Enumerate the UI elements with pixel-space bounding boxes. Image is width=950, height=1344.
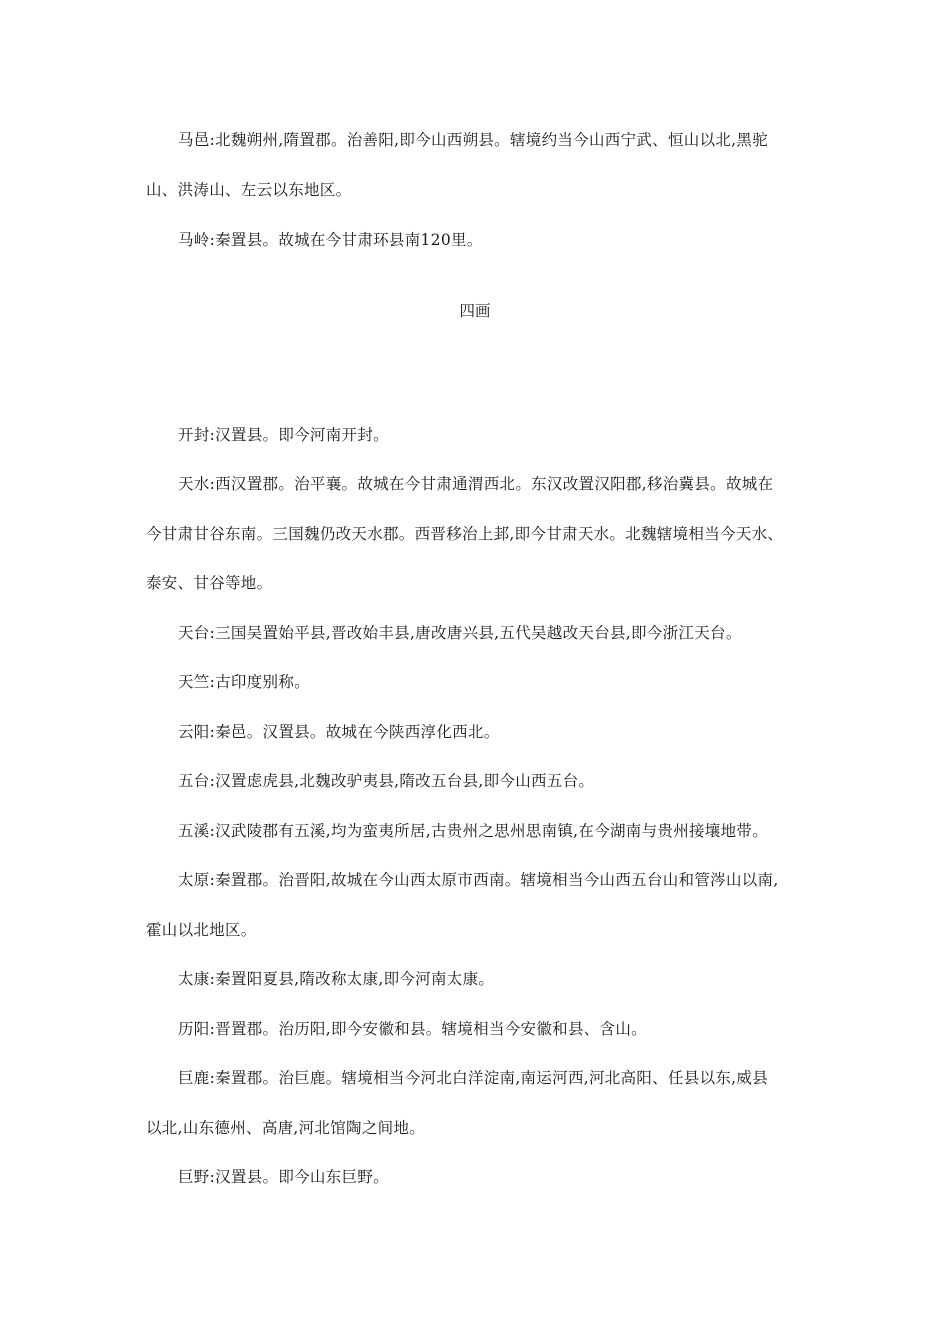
entry-tiantai: 天台:三国吴置始平县,晋改始丰县,唐改唐兴县,五代吴越改天台县,即今浙江天台。: [178, 624, 742, 642]
section-heading: 四画: [459, 302, 491, 320]
entry-mayi-line-2: 山、洪涛山、左云以东地区。: [146, 181, 352, 199]
entry-wutai: 五台:汉置虑虎县,北魏改驴夷县,隋改五台县,即今山西五台。: [178, 772, 595, 790]
entry-julu-line-2: 以北,山东德州、高唐,河北馆陶之间地。: [146, 1119, 426, 1137]
entry-mayi-line-1: 马邑:北魏朔州,隋置郡。治善阳,即今山西朔县。辖境约当今山西宁武、恒山以北,黑驼: [178, 131, 769, 149]
entry-tianshui-line-1: 天水:西汉置郡。治平襄。故城在今甘肃通渭西北。东汉改置汉阳郡,移治冀县。故城在: [178, 475, 774, 493]
entry-wuxi: 五溪:汉武陵郡有五溪,均为蛮夷所居,古贵州之思州思南镇,在今湖南与贵州接壤地带。: [178, 822, 769, 840]
entry-taikang: 太康:秦置阳夏县,隋改称太康,即今河南太康。: [178, 970, 495, 988]
entry-yunyang: 云阳:秦邑。汉置县。故城在今陕西淳化西北。: [178, 723, 500, 741]
entry-tianshui-line-3: 泰安、甘谷等地。: [146, 574, 273, 592]
entry-taiyuan-line-1: 太原:秦置郡。治晋阳,故城在今山西太原市西南。辖境相当今山西五台山和管涔山以南,: [178, 871, 779, 889]
entry-kaifeng: 开封:汉置县。即今河南开封。: [178, 426, 389, 444]
entry-maling: 马岭:秦置县。故城在今甘肃环县南120里。: [178, 231, 483, 249]
entry-taiyuan-line-2: 霍山以北地区。: [146, 921, 257, 939]
entry-liyang: 历阳:晋置郡。治历阳,即今安徽和县。辖境相当今安徽和县、含山。: [178, 1020, 647, 1038]
entry-tianzhu: 天竺:古印度别称。: [178, 673, 310, 691]
entry-tianshui-line-2: 今甘肃甘谷东南。三国魏仍改天水郡。西晋移治上邽,即今甘肃天水。北魏辖境相当今天水、: [146, 525, 784, 543]
entry-juye: 巨野:汉置县。即今山东巨野。: [178, 1168, 389, 1186]
entry-julu-line-1: 巨鹿:秦置郡。治巨鹿。辖境相当今河北白洋淀南,南运河西,河北高阳、任县以东,威县: [178, 1069, 769, 1087]
